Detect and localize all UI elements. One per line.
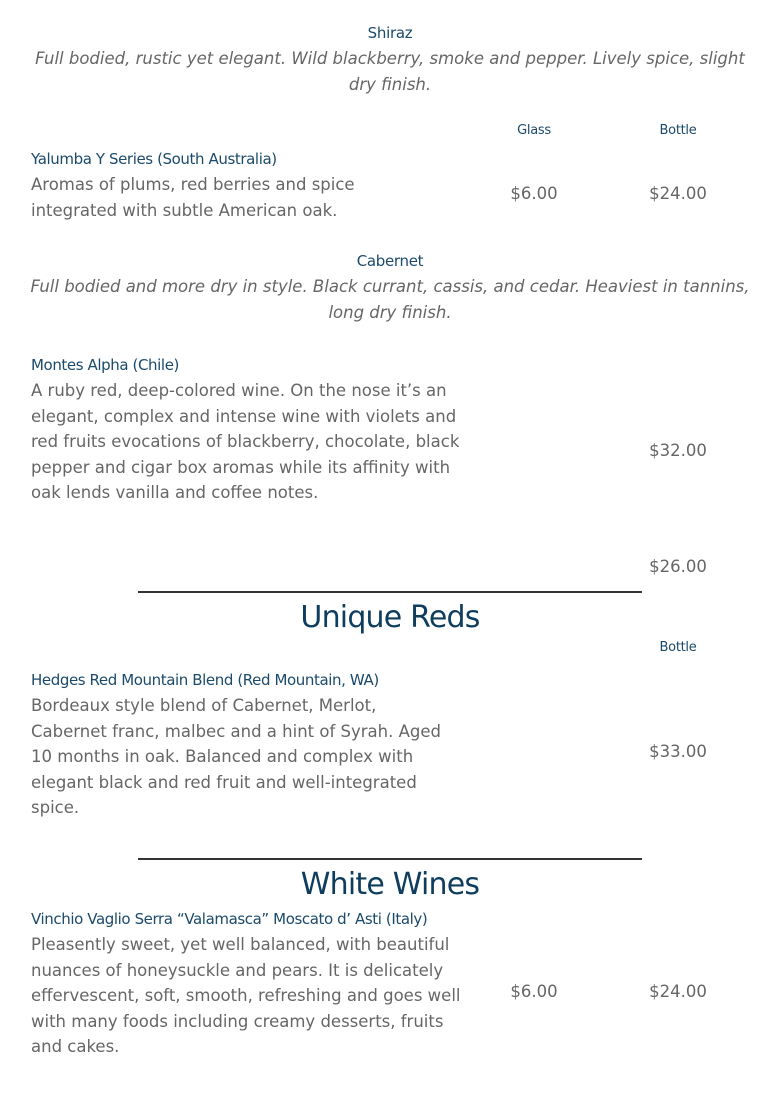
bottle-price-hedges: $33.00 (649, 742, 707, 761)
wine-name-vinchio: Vinchio Vaglio Serra “Valamasca” Moscato d’ Asti (Italy) (31, 910, 428, 928)
glass-price-yalumba: $6.00 (510, 184, 558, 203)
unique-reds-bottle-column-header: Bottle (659, 640, 697, 655)
wine-description-hedges: Bordeaux style blend of Cabernet, Merlot, Cabernet franc, malbec and a hint of Syrah. Aged 10 months in oak. Balanced and complex with elegant black and red fruit and well-integrated spice. (31, 696, 441, 818)
bottle-price-montes-alpha: $32.00 (649, 441, 707, 460)
cabernet-description: Full bodied and more dry in style. Black currant, cassis, and cedar. Heaviest in tannins, long dry finish. (30, 277, 750, 322)
glass-price-vinchio: $6.00 (510, 982, 558, 1001)
wine-name-montes-alpha: Montes Alpha (Chile) (31, 356, 179, 374)
section-divider (138, 591, 642, 593)
section-divider (138, 858, 642, 860)
cabernet-heading: Cabernet (356, 252, 424, 270)
bottle-price-vinchio: $24.00 (649, 982, 707, 1001)
white-wines-title: White Wines (300, 867, 480, 902)
wine-description-yalumba: Aromas of plums, red berries and spice integrated with subtle American oak. (31, 175, 355, 220)
wine-name-hedges: Hedges Red Mountain Blend (Red Mountain, WA) (31, 671, 379, 689)
extra-price: $26.00 (649, 557, 707, 576)
wine-name-yalumba: Yalumba Y Series (South Australia) (31, 150, 277, 168)
wine-description-montes-alpha: A ruby red, deep-colored wine. On the nose it’s an elegant, complex and intense wine with violets and red fruits evocations of blackberry, chocolate, black pepper and cigar box aromas while its affinity with oak lends vanilla and coffee notes. (31, 381, 460, 503)
shiraz-heading: Shiraz (367, 24, 413, 42)
glass-column-header: Glass (517, 123, 551, 138)
unique-reds-title: Unique Reds (300, 600, 480, 635)
bottle-column-header: Bottle (659, 123, 697, 138)
wine-description-vinchio: Pleasently sweet, yet well balanced, with beautiful nuances of honeysuckle and pears. It is delicately effervescent, soft, smooth, refreshing and goes well with many foods including creamy desserts, fruits and cakes. (31, 935, 461, 1057)
shiraz-description: Full bodied, rustic yet elegant. Wild blackberry, smoke and pepper. Lively spice, slight dry finish. (35, 49, 745, 94)
bottle-price-yalumba: $24.00 (649, 184, 707, 203)
